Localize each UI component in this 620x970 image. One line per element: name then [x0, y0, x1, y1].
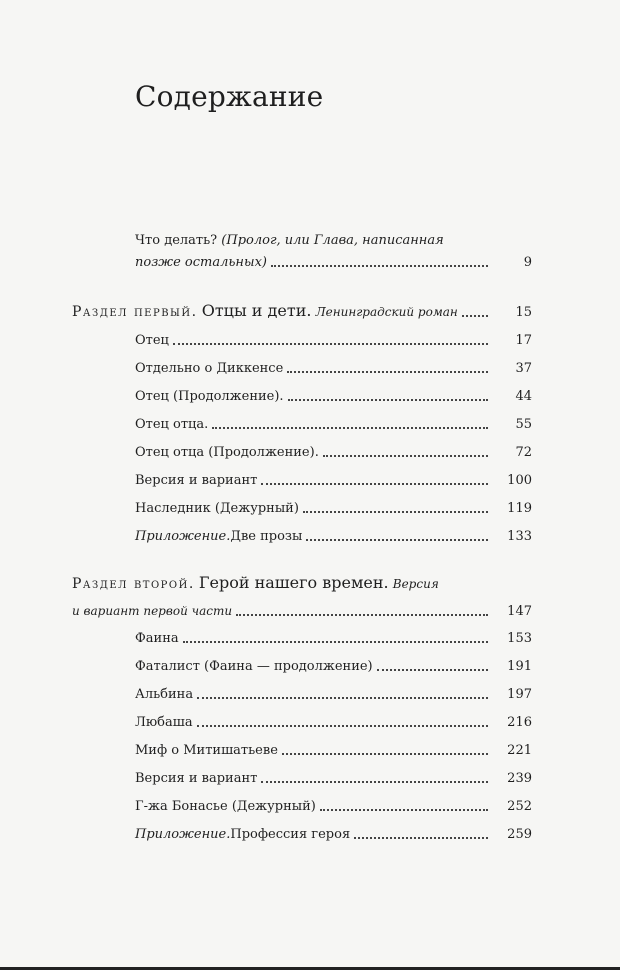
entry-title: Фаталист (Фаина — продолжение)	[135, 659, 373, 674]
prologue-subtitle: (Пролог, или Глава, написанная	[221, 233, 444, 248]
page-number: 216	[507, 715, 532, 730]
page-title: Содержание	[135, 80, 324, 113]
entry-title: Альбина	[135, 687, 194, 702]
prologue-title: Что делать?	[135, 233, 222, 248]
prologue-subtitle-cont: позже остальных)	[135, 255, 267, 270]
toc-part-2-line-1	[72, 575, 439, 593]
entry-title: Версия и вариант	[135, 771, 258, 786]
page-number: 252	[507, 799, 532, 814]
toc-entry-appendix[interactable]	[135, 529, 532, 545]
page-number: 72	[515, 445, 532, 460]
leader-dots	[261, 483, 488, 485]
page-number: 100	[507, 473, 532, 488]
toc-entry[interactable]	[135, 361, 532, 377]
part-2-label: Раздел второй.	[72, 576, 195, 592]
part-1-label: Раздел первый.	[72, 304, 198, 320]
page-number: 191	[507, 659, 532, 674]
part-2-subtitle: Версия	[392, 577, 439, 591]
leader-dots	[306, 539, 488, 541]
toc-entry[interactable]	[135, 417, 532, 433]
toc-entry[interactable]	[135, 631, 532, 647]
leader-dots	[197, 725, 488, 727]
toc-entry[interactable]	[135, 715, 532, 731]
page-number: 153	[507, 631, 532, 646]
leader-dots	[354, 837, 488, 839]
leader-dots	[462, 315, 488, 317]
part-1-title: Отцы и дети.	[201, 301, 312, 320]
appendix-label: Приложение.	[135, 529, 231, 544]
page-number: 119	[507, 501, 532, 516]
entry-title: Любаша	[135, 715, 193, 730]
leader-dots	[323, 455, 488, 457]
page-number: 55	[515, 417, 532, 432]
page-number: 147	[507, 604, 532, 619]
entry-title: Отец отца.	[135, 417, 209, 432]
page-number: 259	[507, 827, 532, 842]
entry-title: Отец отца (Продолжение).	[135, 445, 319, 460]
page-number: 197	[507, 687, 532, 702]
entry-title: Отец	[135, 333, 169, 348]
entry-title: Фаина	[135, 631, 179, 646]
toc-entry[interactable]	[135, 771, 532, 787]
page-number: 239	[507, 771, 532, 786]
prologue-line-1	[135, 233, 444, 249]
entry-title: Отдельно о Диккенсе	[135, 361, 284, 376]
leader-dots	[377, 669, 488, 671]
leader-dots	[271, 265, 488, 267]
part-2-subtitle-cont: и вариант первой части	[72, 604, 233, 618]
toc-entry[interactable]	[135, 501, 532, 517]
leader-dots	[197, 697, 488, 699]
page-number: 44	[515, 389, 532, 404]
leader-dots	[320, 809, 488, 811]
entry-title: Отец (Продолжение).	[135, 389, 284, 404]
toc-entry-appendix[interactable]	[135, 827, 532, 843]
toc-entry-prologue[interactable]	[135, 255, 532, 271]
entry-title: Две прозы	[230, 529, 303, 544]
leader-dots	[282, 753, 488, 755]
toc-entry[interactable]	[135, 473, 532, 489]
page-number: 133	[507, 529, 532, 544]
entry-title: Профессия героя	[230, 827, 351, 842]
leader-dots	[261, 781, 488, 783]
toc-entry[interactable]	[135, 445, 532, 461]
part-1-subtitle: Ленинградский роман	[315, 305, 458, 319]
page-number: 37	[515, 361, 532, 376]
page-number: 15	[515, 305, 532, 320]
entry-title: Миф о Митишатьеве	[135, 743, 278, 758]
page-number: 17	[515, 333, 532, 348]
toc-entry[interactable]	[135, 333, 532, 349]
toc-entry[interactable]	[135, 687, 532, 703]
leader-dots	[212, 427, 488, 429]
appendix-label: Приложение.	[135, 827, 231, 842]
leader-dots	[236, 614, 488, 616]
toc-entry[interactable]	[135, 743, 532, 759]
leader-dots	[303, 511, 488, 513]
leader-dots	[287, 371, 488, 373]
toc-entry[interactable]	[135, 389, 532, 405]
leader-dots	[173, 343, 488, 345]
entry-title: Версия и вариант	[135, 473, 258, 488]
page-number: 221	[507, 743, 532, 758]
toc-entry[interactable]	[135, 659, 532, 675]
page-number: 9	[523, 255, 532, 270]
leader-dots	[183, 641, 488, 643]
toc-part-1[interactable]	[72, 303, 532, 321]
toc-part-2[interactable]	[72, 603, 532, 620]
leader-dots	[288, 399, 488, 401]
part-2-title: Герой нашего времен.	[198, 573, 389, 592]
entry-title: Г-жа Бонасье (Дежурный)	[135, 799, 316, 814]
entry-title: Наследник (Дежурный)	[135, 501, 299, 516]
toc-entry[interactable]	[135, 799, 532, 815]
